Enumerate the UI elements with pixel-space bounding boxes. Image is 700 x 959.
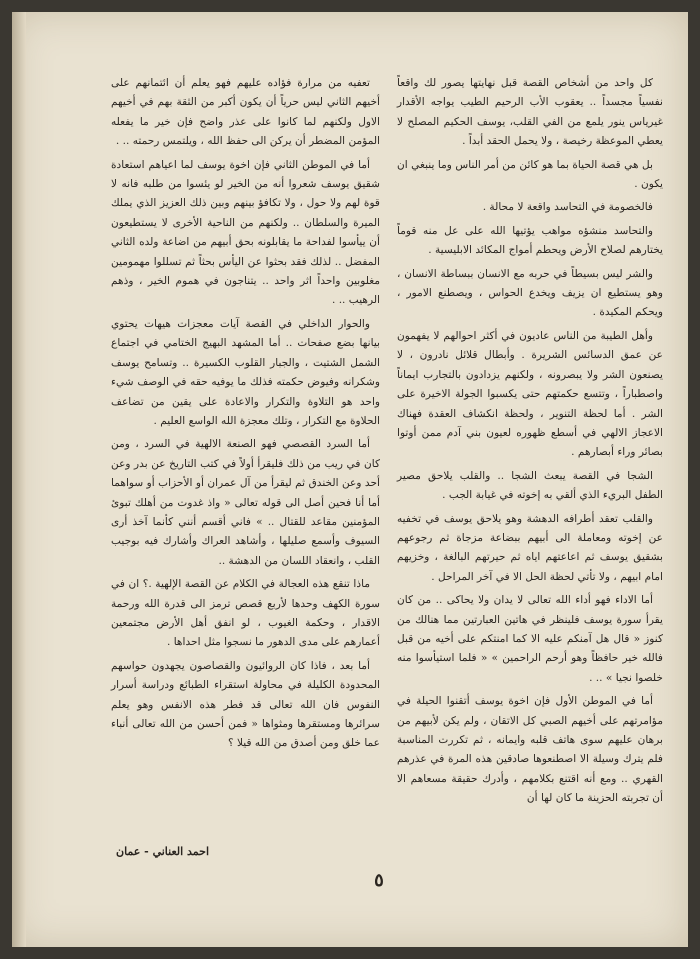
paragraph: تعفيه من مرارة فؤاده عليهم فهو يعلم أن ائتمانهم على أخيهم الثاني ليس حرياً أن يكون أكبر من الثقة بهم في أخيهم الاول ولكنهم لما كانوا على عذر واضح فإن خير ما يفعله المؤمن المضطر أن يركن الى حفظ الله ، ويلتمس رحمته .. . — [111, 77, 380, 148]
paragraph: والقلب تعقد أطرافه الدهشة وهو يلاحق يوسف في تخفيه عن إخوته ومعاملة الى أبيهم ببضاعة مزجاة ثم رجوعهم بشقيق يوسف ثم اعاعتهم اياه ثم حيرتهم البالغة ، وخزيهم امام ابيهم ، ولا تأتي لحظة الحل الا في آخر المراحل . — [397, 512, 663, 583]
paragraph: أما في الموطن الأول فإن اخوة يوسف أتقنوا الحيلة في مؤامرتهم على أخيهم الصبي كل الاتقان ، ولم يكن لأبيهم من برهان عليهم سوى هاتف قلبه وايمانه ، ثم تكررت المناسبة فلم يترك وسيلة الا اصطنعوها صادقين هذه المرة في عذرهم القهري .. ومع أنه اقتنع بكلامهم ، وأدرك حقيقة مسعاهم الا أن تجربته الحزينة ما كان لها أن — [397, 695, 663, 805]
paragraph: والشر ليس بسيطاً في حربه مع الانسان ببساطة الانسان ، وهو يستطيع ان يزيف ويخدع الحواس ، ويصطنع الامور ، ويحكم المكيدة . — [397, 267, 663, 319]
paragraph: الشجا في القصة يبعث الشجا .. والقلب يلاحق مصير الطفل البريء الذي ألقي به إخوته في غيابة الجب . — [397, 469, 663, 502]
author-signature: احمد العناني - عمان — [116, 845, 210, 858]
paragraph: ماذا تنقع هذه العجالة في الكلام عن القصة الإلهية .؟ ان في سورة الكهف وحدها لأربع قصص ترمز الى قدرة الله ورحمة الاقدار ، وحكمة الغيوب ، لو انفق أهل الأرض مجتمعين أعمارهم على مدى الدهور ما نسجوا مثل احداها . — [111, 578, 380, 649]
page-number: ٥ — [374, 870, 384, 891]
paragraph: والتحاسد منشؤه مواهب يؤتيها الله على عل منه قوماً يختارهم لصلاح الأرض ويحطم أمواج المكائد الابليسية . — [397, 224, 663, 257]
paragraph: أما السرد القصصي فهو الصنعة الالهية في السرد ، ومن كان في ريب من ذلك فليقرأ أولاً في كتب التاريخ عن بدر وعن أحد وعن الخندق ثم ليقرأ من آل عمران أو الأحزاب أو سواهما أما أنا فحين أصل الى قوله تعالى « واذ غدوت من أهلك تبوئ المؤمنين مقاعد للقتال .. » فاني أقسم أنني كأنما آخذ أرى السيوف وأسمع صليلها ، وأشاهد العراك وأشارك فيه بوجيب القلب ، وانعقاد اللسان من الدهشة .. — [111, 438, 380, 567]
left-text-column — [111, 74, 380, 758]
paragraph: أما بعد ، فاذا كان الروائيون والقصاصون يجهدون حواسهم المحدودة الكليلة في محاولة استقراء الطبائع ودراسة أسرار النفوس فان الله تعالى قد فطر هذه الانفس وهو يعلم سرائرها ومستقرها ومثواها « فمن أحسن من الله تعالى أنباء عما خلق ومن أصدق من الله قيلا ؟ — [111, 659, 380, 750]
right-text-column — [397, 74, 663, 813]
paragraph: وأهل الطيبة من الناس عاديون في أكثر احوالهم لا يفهمون عن عمق الدسائس الشريرة . وأبطال قلائل نادرون ، لا يصنعون الشر ولا يبصرونه ، ولكنهم يزدادون بالتجارب ايماناً واصطباراً ، وتتسع حكمتهم حتى يكسبوا الجولة الاخيرة على الشر . أما لحظة التنوير ، ولحظة انكشاف العقدة فهناك الاعجاز الالهي في أسطع ظهوره لعيون بني آدم ممن أوتوا بصائر وراء أبصارهم . — [397, 329, 663, 459]
paragraph: أما الاداء فهو أداء الله تعالى لا يدان ولا يحاكى .. من كان يقرأ سورة يوسف فلينظر في هاتين العبارتين مما هنالك من كنوز « قال هل آمنكم عليه الا كما امنتكم على أخيه من قبل فالله خير حافظاً وهو أرحم الراحمين » « فلما استيأسوا منه خلصوا نجيا » .. . — [397, 594, 663, 684]
paragraph: أما في الموطن الثاني فإن اخوة يوسف لما اعياهم استعادة شقيق يوسف شعروا أنه من الخير لو يئسوا من طلبه فانه لا قوة لهم ولا حول ، ولا تكافؤ بينهم وبين ذلك العزيز الذي يملك الميرة والسلطان .. ولكنهم من الناحية الأخرى لا يستطيعون أن ييأسوا لفداحة ما يقابلونه بحق أبيهم من اضاعة ولده الثاني المفضل .. لذلك فقد بحثوا عن اليأس بحثاً ثم تسللوا مهمومين مغلوبين واحداً اثر واحد .. يتناجون في هموم الخير ، وذهم الرهيب .. . — [111, 158, 380, 307]
paragraph: كل واحد من أشخاص القصة قبل نهايتها يصور لك واقعاً نفسياً مجسداً .. يعقوب الأب الرحيم الطيب يواجه الأقدار غيرياس ينور يلمع من الفي القلب، يوسف الحكيم المصلح لا يعطي الموعظة رخيصة ، ولا يحمل الحقد أبداً . — [397, 77, 663, 148]
paragraph: بل هي قصة الحياة بما هو كائن من أمر الناس وما ينبغي ان يكون . — [397, 158, 663, 191]
paragraph: فالخصومة في التحاسد واقعة لا محالة . — [482, 201, 653, 214]
scanned-page — [12, 12, 688, 947]
paragraph: والحوار الداخلي في القصة آيات معجزات هيهات يحتوي بيانها بضع صفحات .. أما المشهد البهيج الختامي في اجتماع الشمل الشتيت ، والجبار القلوب الكسيرة .. وتسامح يوسف وشكرانه وفيوض حكمته فذلك ما يوفيه حقه في الوصف شيء واحد هو التلاوة والتكرار والاعادة على يقين من تضاعف الحلاوة مع التكرار ، وتلك معجزة الله الواسع العليم . — [111, 317, 380, 427]
page-fold-shadow — [12, 12, 26, 947]
